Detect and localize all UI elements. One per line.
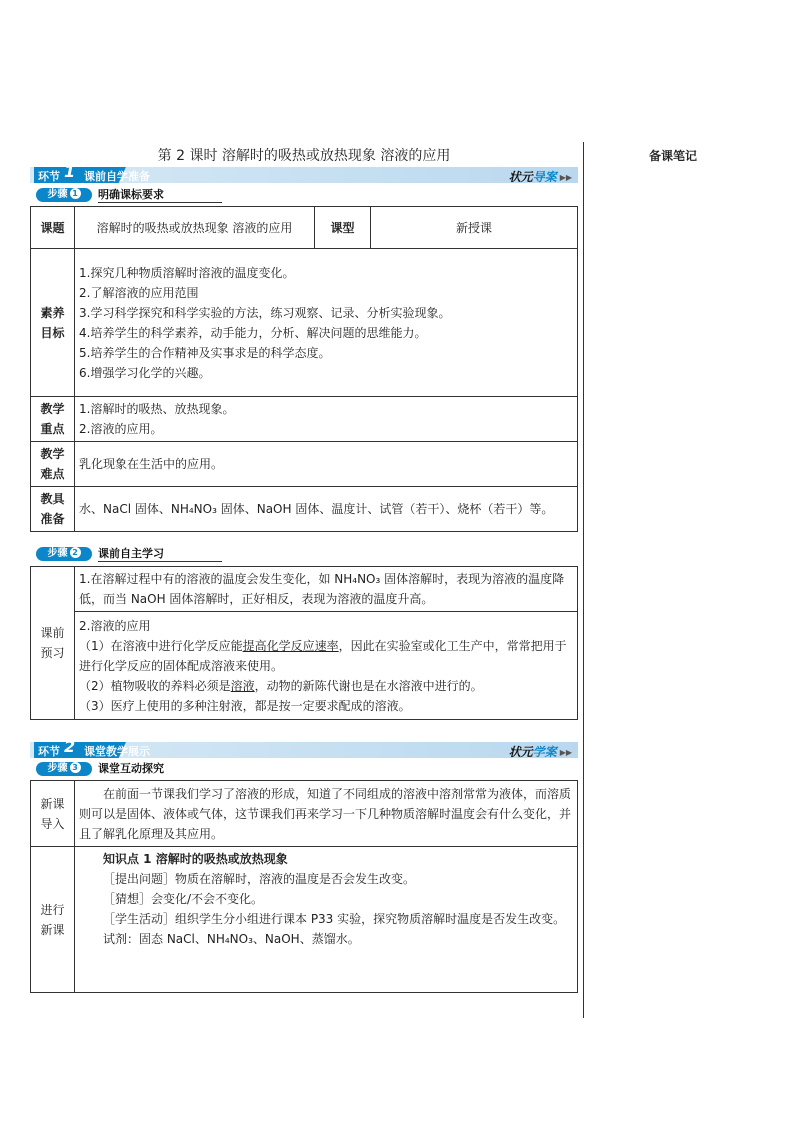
- goal-item: 2.了解溶液的应用范围: [79, 285, 199, 300]
- step-pill: [36, 188, 92, 202]
- double-arrow-icon: ▶▶: [559, 173, 572, 182]
- difficulty-value: 乳化现象在生活中的应用。: [75, 442, 578, 487]
- underlined-answer: 提高化学反应速率: [242, 638, 339, 653]
- step-3: [36, 762, 236, 776]
- step-number: 1: [70, 188, 81, 199]
- preview-row-1: [31, 567, 578, 612]
- section-right-b: 导案: [532, 170, 557, 184]
- intro-text: 在前面一节课我们学习了溶液的形成，知道了不同组成的溶液中溶剂常常为液体，而溶质则可以是固体、液体或气体，这节课我们再来学习一下几种物质溶解时温度会有什么变化，并且了解乳化原理及其应用。: [75, 781, 578, 847]
- tools-value: 水、NaCl 固体、NH₄NO₃ 固体、NaOH 固体、温度计、试管（若干）、烧杯（若干）等。: [75, 487, 578, 532]
- goals-header: 素养目标: [31, 249, 75, 397]
- lesson-info-table: [30, 206, 578, 532]
- new-lesson-header: 进行新课: [31, 847, 75, 993]
- knowledge-point-title: 知识点 1 溶解时的吸热或放热现象: [103, 852, 288, 866]
- section-right-label: [509, 168, 572, 182]
- goal-item: 5.培养学生的合作精神及实事求是的科学态度。: [79, 345, 331, 360]
- new-lesson-row: [31, 847, 578, 993]
- notes-column-title: 备课笔记: [648, 149, 697, 163]
- step-pill: [36, 547, 92, 561]
- section-name: 课前自学准备: [84, 170, 150, 183]
- column-divider: [583, 142, 584, 1018]
- goal-item: 6.增强学习化学的兴趣。: [79, 365, 211, 380]
- step-pill-label: 步骤: [47, 763, 68, 774]
- goal-item: 1.探究几种物质溶解时溶液的温度变化。: [79, 265, 295, 280]
- question-text: ［提出问题］物质在溶解时，溶液的温度是否会发生改变。: [103, 872, 416, 886]
- reagents-text: 试剂：固态 NaCl、NH₄NO₃、NaOH、蒸馏水。: [103, 932, 360, 946]
- new-lesson-content: [75, 847, 578, 993]
- preview-table: [30, 566, 578, 720]
- key-point-item: 1.溶解时的吸热、放热现象。: [79, 402, 235, 416]
- preview-p2-2: [79, 676, 573, 696]
- section-name: 课堂教学展示: [84, 745, 150, 758]
- type-header: 课型: [315, 207, 371, 249]
- type-value: 新授课: [371, 207, 578, 249]
- section-right-b: 学案: [532, 745, 557, 759]
- step-number: 2: [70, 547, 81, 558]
- section-tag-label: 环节: [38, 170, 60, 183]
- step-underline: [98, 202, 222, 203]
- step-label: 课堂互动探究: [98, 762, 164, 775]
- classroom-table: [30, 780, 578, 993]
- text-segment: ，动物的新陈代谢也是在水溶液中进行的。: [254, 678, 483, 693]
- tools-header: 教具准备: [31, 487, 75, 532]
- section-right-a: 状元: [508, 745, 533, 759]
- goal-item: 3.学习科学探究和科学实验的方法，练习观察、记录、分析实验现象。: [79, 305, 451, 320]
- key-points-list: [75, 397, 578, 442]
- step-1: [36, 188, 236, 202]
- step-number: 3: [70, 762, 81, 773]
- topic-row: [31, 207, 578, 249]
- preview-p2-title: 2.溶液的应用: [79, 618, 151, 633]
- activity-text: ［学生活动］组织学生分小组进行课本 P33 实验，探究物质溶解时温度是否发生改变。: [103, 912, 566, 926]
- section-number: 2: [64, 737, 76, 756]
- section-tag-label: 环节: [38, 745, 60, 758]
- text-segment: （2）植物吸收的养料必须是: [79, 678, 231, 693]
- step-pill-label: 步骤: [47, 189, 68, 200]
- step-label: 明确课标要求: [98, 188, 164, 201]
- step-2: [36, 547, 236, 561]
- preview-row-2: [31, 612, 578, 720]
- text-segment: （1）在溶液中进行化学反应能: [79, 638, 243, 653]
- key-point-item: 2.溶液的应用。: [79, 422, 163, 436]
- topic-header: 课题: [31, 207, 75, 249]
- topic-value: 溶解时的吸热或放热现象 溶液的应用: [75, 207, 315, 249]
- tools-row: [31, 487, 578, 532]
- section-right-a: 状元: [508, 170, 533, 184]
- goals-row: [31, 249, 578, 397]
- step-pill: [36, 762, 92, 776]
- underlined-answer: 溶液: [230, 678, 255, 693]
- key-points-header: 教学重点: [31, 397, 75, 442]
- step-label: 课前自主学习: [98, 547, 164, 560]
- preview-p2-1: [79, 636, 573, 676]
- section-bar-1: [30, 162, 578, 184]
- goals-list: [75, 249, 578, 397]
- section-number: 1: [64, 162, 76, 181]
- preview-p1: 1.在溶解过程中有的溶液的温度会发生变化，如 NH₄NO₃ 固体溶解时，表现为溶液的温度降低，而当 NaOH 固体溶解时，正好相反，表现为溶液的温度升高。: [75, 567, 578, 612]
- step-pill-label: 步骤: [47, 548, 68, 559]
- preview-p2: [75, 612, 578, 720]
- step-underline: [98, 561, 222, 562]
- difficulty-header: 教学难点: [31, 442, 75, 487]
- key-points-row: [31, 397, 578, 442]
- intro-header: 新课导入: [31, 781, 75, 847]
- section-bar-2: [30, 737, 578, 759]
- page-title: 第 2 课时 溶解时的吸热或放热现象 溶液的应用: [157, 148, 451, 164]
- difficulty-row: [31, 442, 578, 487]
- goal-item: 4.培养学生的科学素养，动手能力，分析、解决问题的思维能力。: [79, 325, 427, 340]
- intro-row: [31, 781, 578, 847]
- preview-header: 课前预习: [31, 567, 75, 720]
- section-right-label: [509, 743, 572, 757]
- text-segment: ，因此在实验室或化工生产中，常常把用于进行化学反应的固体配成溶液来使用。: [79, 638, 567, 673]
- double-arrow-icon: ▶▶: [559, 748, 572, 757]
- guess-text: ［猜想］会变化/不会不变化。: [103, 892, 264, 906]
- preview-p2-3: （3）医疗上使用的多种注射液，都是按一定要求配成的溶液。: [79, 698, 411, 713]
